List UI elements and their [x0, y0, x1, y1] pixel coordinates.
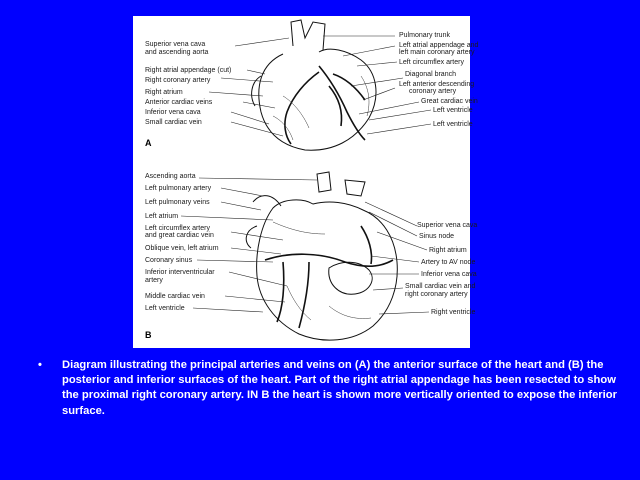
label-middle-cardiac-vein: Middle cardiac vein	[145, 293, 205, 300]
label-left-ventricle-1: Left ventricle	[433, 107, 473, 114]
label-coronary-artery: coronary artery	[409, 88, 457, 95]
label-left-ventricle: Left ventricle	[145, 305, 185, 312]
label-inferior-interventricular: Inferior interventricular	[145, 269, 215, 276]
label-left-atrial-appendage: Left atrial appendage and	[399, 42, 479, 49]
label-sinus-node: Sinus node	[419, 233, 455, 240]
label-artery-to-av-node: Artery to AV node	[421, 259, 476, 266]
label-anterior-cardiac-veins: Anterior cardiac veins	[145, 99, 213, 106]
label-small-cardiac-vein: Small cardiac vein	[145, 119, 202, 126]
label-left-circumflex-artery: Left circumflex artery	[399, 59, 464, 66]
label-left-ventricle-2: Left ventricle	[433, 121, 473, 128]
label-superior-vena-cava: Superior vena cava	[145, 41, 206, 48]
label-inferior-vena-cava: Inferior vena cava	[421, 271, 477, 278]
label-right-atrium: Right atrium	[145, 89, 183, 96]
bullet-point: •	[38, 359, 42, 371]
label-great-cardiac-vein: and great cardiac vein	[145, 232, 214, 239]
heart-diagram-svg	[133, 16, 479, 348]
label-pulmonary-trunk: Pulmonary trunk	[399, 32, 450, 39]
label-right-atrial-appendage: Right atrial appendage (cut)	[145, 67, 232, 74]
heart-diagram-figure	[133, 16, 479, 348]
caption-text: Diagram illustrating the principal arteries and veins on (A) the anterior surface of the heart and (B) the posterior and inferior surfaces of the heart. Part of the right atrial appendage has been resected to show the proximal right coronary artery. IN B the heart is shown more vertically oriented to expose the inferior surface.	[62, 359, 617, 417]
panel-b-heart-illustration	[246, 172, 397, 340]
label-right-ventricle: Right ventricle	[431, 309, 476, 316]
label-diagonal-branch: Diagonal branch	[405, 71, 456, 78]
label-right-atrium: Right atrium	[429, 247, 467, 254]
label-left-circumflex-artery: Left circumflex artery	[145, 225, 210, 232]
panel-a-letter: A	[145, 138, 152, 148]
label-right-coronary-artery: right coronary artery	[405, 291, 468, 298]
label-ascending-aorta: and ascending aorta	[145, 49, 209, 56]
label-left-atrium: Left atrium	[145, 213, 179, 220]
label-left-anterior-descending: Left anterior descending	[399, 81, 475, 88]
label-superior-vena-cava: Superior vena cava	[417, 222, 478, 229]
label-coronary-sinus: Coronary sinus	[145, 257, 193, 264]
label-inferior-vena-cava: Inferior vena cava	[145, 109, 201, 116]
label-left-pulmonary-artery: Left pulmonary artery	[145, 185, 212, 192]
label-right-coronary-artery: Right coronary artery	[145, 77, 211, 84]
label-left-pulmonary-veins: Left pulmonary veins	[145, 199, 210, 206]
label-great-cardiac-vein: Great cardiac vein	[421, 98, 478, 105]
label-left-main-coronary: left main coronary artery	[399, 49, 475, 56]
label-artery: artery	[145, 277, 163, 284]
panel-b-letter: B	[145, 330, 152, 340]
panel-b-labels	[145, 173, 477, 316]
label-ascending-aorta: Ascending aorta	[145, 173, 196, 180]
panel-a-labels	[145, 32, 479, 128]
label-oblique-vein: Oblique vein, left atrium	[145, 245, 219, 252]
label-small-cardiac-vein: Small cardiac vein and	[405, 283, 476, 290]
